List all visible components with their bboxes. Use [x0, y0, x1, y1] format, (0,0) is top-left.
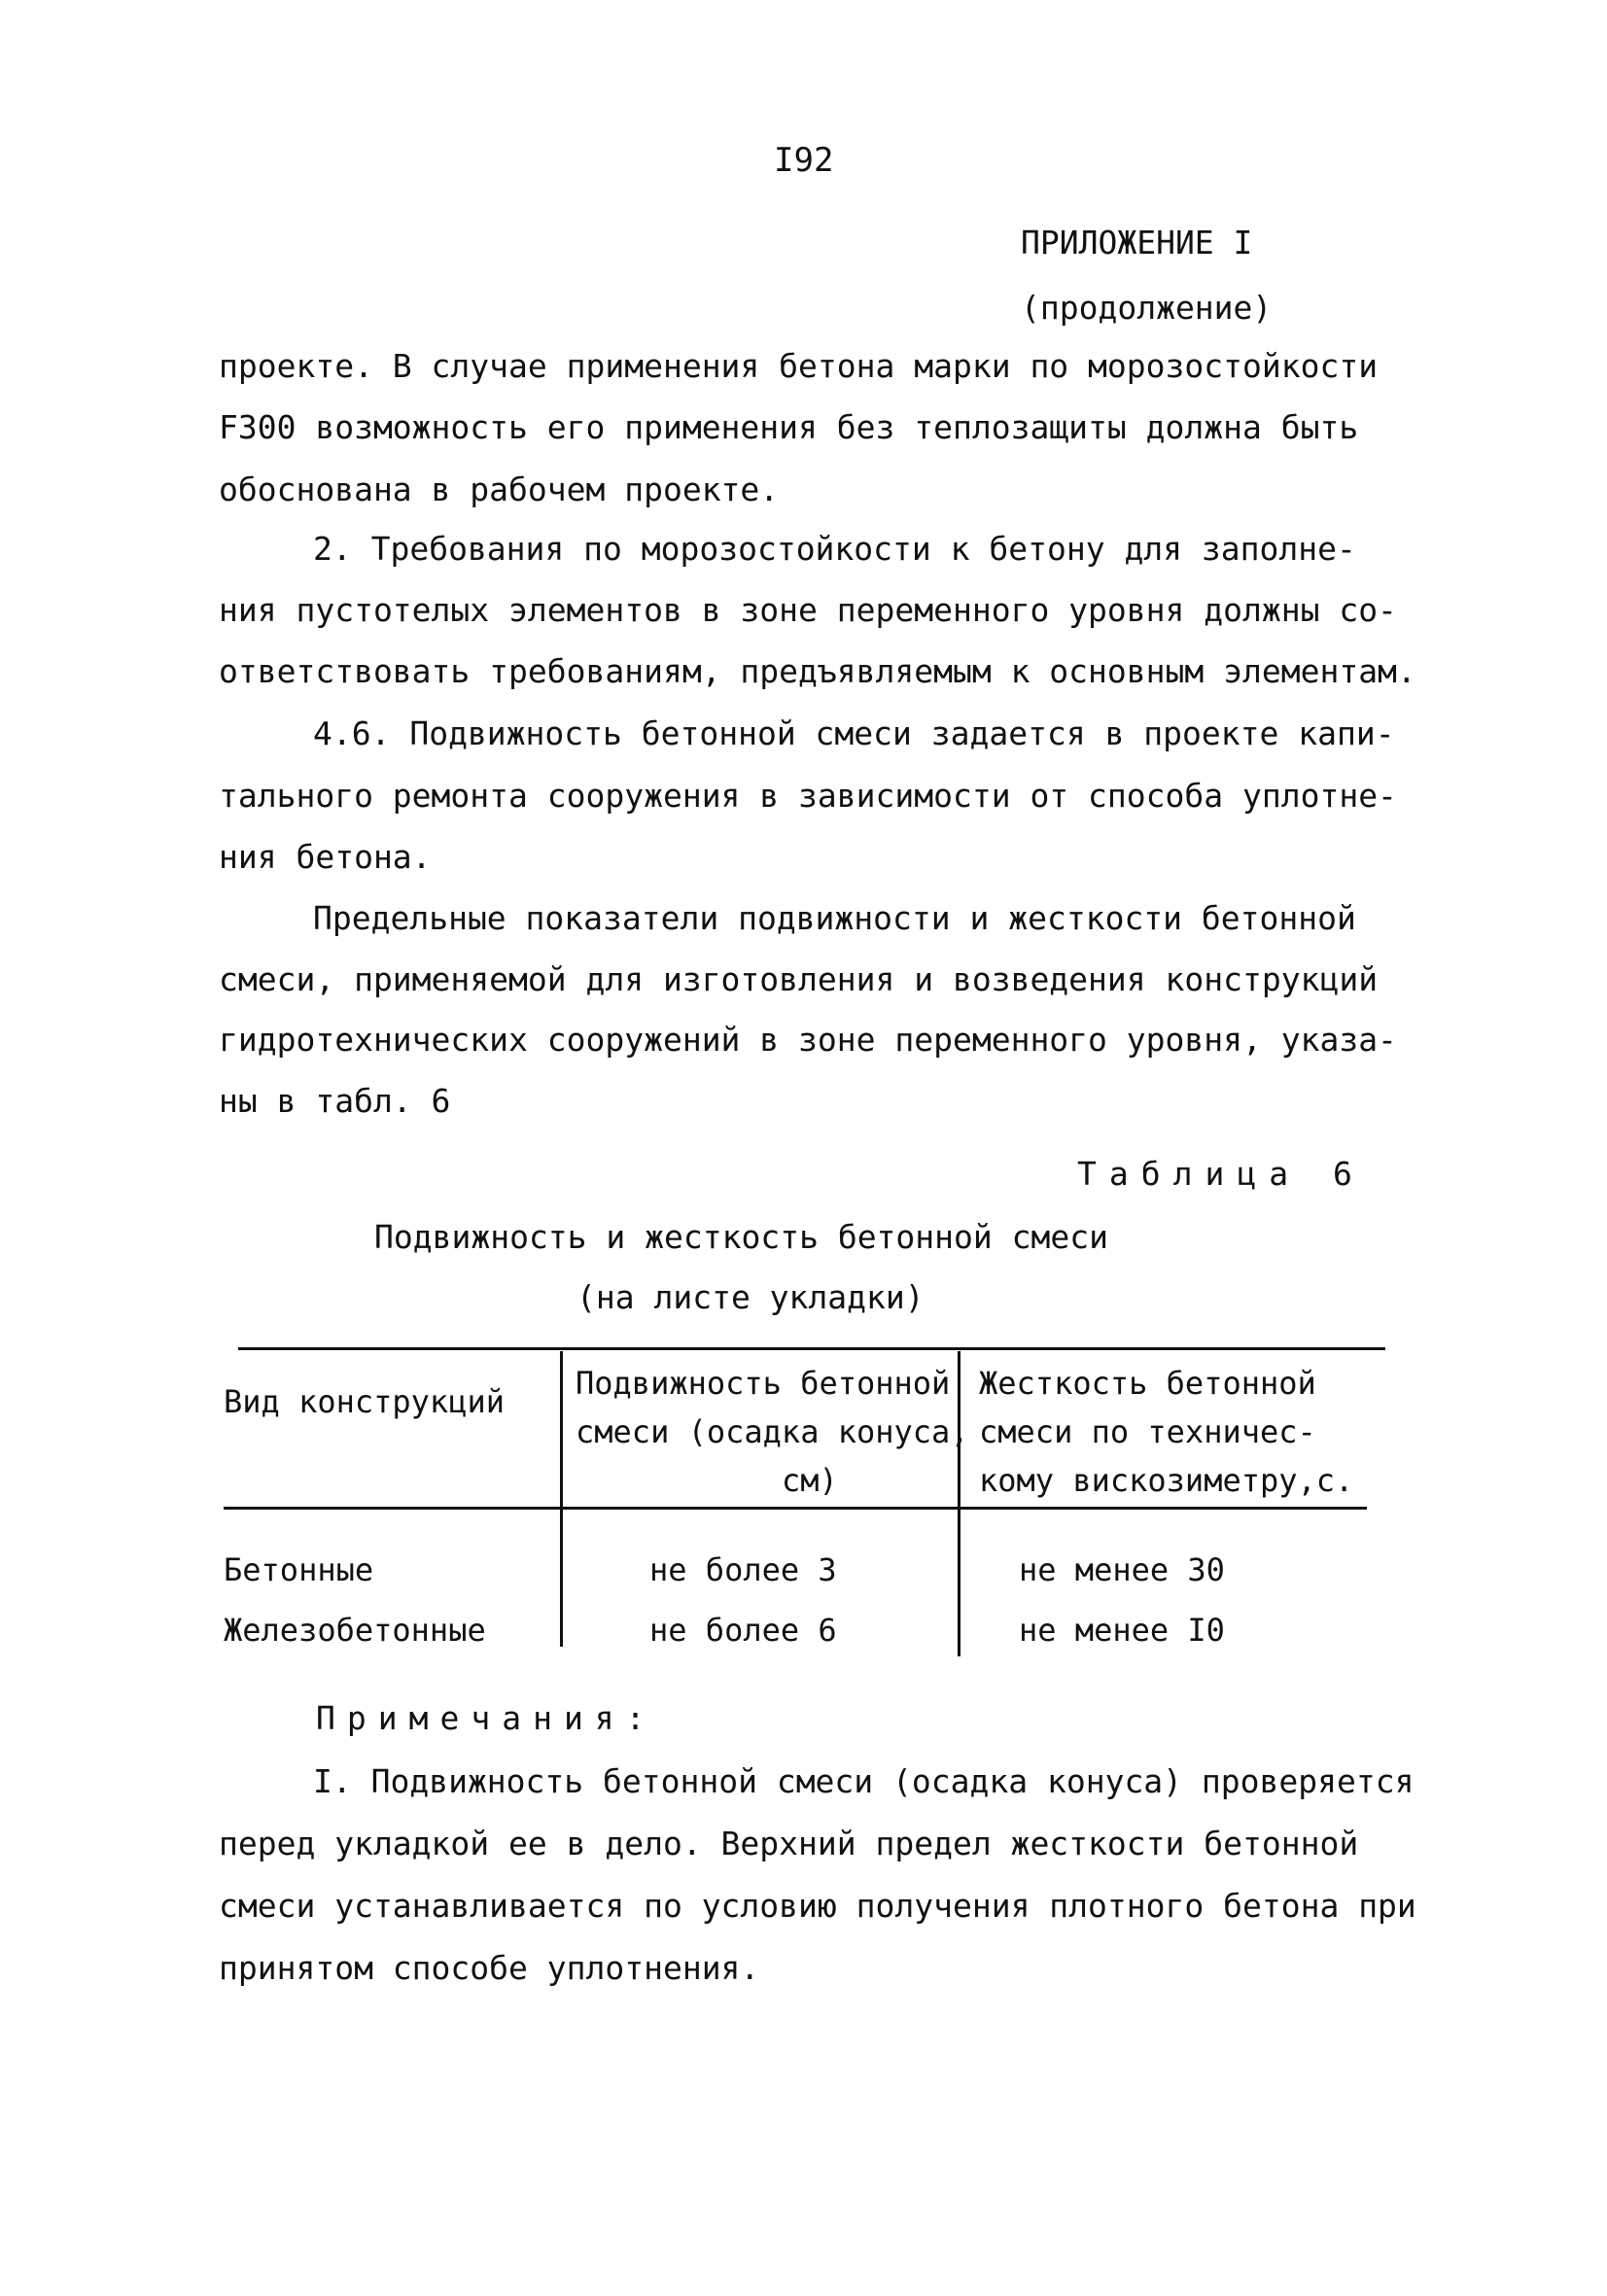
- text-line: смеси, применяемой для изготовления и возведения конструкций: [219, 960, 1379, 998]
- page-number: I92: [774, 141, 834, 180]
- text-line: гидротехнических сооружений в зоне переменного уровня, указа-: [219, 1021, 1397, 1059]
- text-line: F300 возможность его применения без теплозащиты должна быть: [219, 408, 1359, 446]
- column-divider: [560, 1351, 563, 1647]
- header-construction-type: Вид конструкций: [224, 1383, 505, 1420]
- column-divider: [958, 1351, 961, 1656]
- header-line: кому вискозиметру,с.: [979, 1462, 1354, 1499]
- text-line: 4.6. Подвижность бетонной смеси задается в проекте капи-: [313, 714, 1395, 752]
- header-line: Жесткость бетонной: [979, 1365, 1316, 1402]
- table-subtitle: (на листе укладки): [576, 1278, 925, 1316]
- text-line: тального ремонта сооружения в зависимости от способа уплотне-: [219, 777, 1397, 815]
- row-stiffness: не менее I0: [1019, 1612, 1225, 1649]
- note-line: I. Подвижность бетонной смеси (осадка конуса) проверяется: [313, 1762, 1415, 1800]
- note-line: смеси устанавливается по условию получения плотного бетона при: [219, 1887, 1416, 1925]
- row-stiffness: не менее 30: [1019, 1551, 1225, 1588]
- note-line: принятом способе уплотнения.: [219, 1949, 760, 1987]
- row-construction-type: Бетонные: [224, 1551, 374, 1588]
- text-line: ответствовать требованиям, предъявляемым к основным элементам.: [219, 652, 1416, 690]
- table-header-rule: [224, 1507, 1367, 1510]
- text-line: ния пустотелых элементов в зоне переменного уровня должны со-: [219, 591, 1397, 629]
- table-top-rule: [238, 1347, 1385, 1350]
- row-mobility: не более 6: [649, 1612, 837, 1649]
- text-line: 2. Требования по морозостойкости к бетону для заполне-: [313, 530, 1356, 568]
- note-line: перед укладкой ее в дело. Верхний предел жесткости бетонной: [219, 1825, 1359, 1862]
- header-line: см): [782, 1462, 838, 1499]
- header-line: смеси (осадка конуса,: [576, 1413, 969, 1450]
- text-line: Предельные показатели подвижности и жесткости бетонной: [313, 899, 1356, 937]
- table-label: Таблица 6: [1077, 1155, 1365, 1193]
- row-construction-type: Железобетонные: [224, 1612, 486, 1649]
- text-line: ния бетона.: [219, 838, 432, 876]
- text-line: обоснована в рабочем проекте.: [219, 470, 780, 508]
- text-line: ны в табл. 6: [219, 1082, 451, 1120]
- notes-heading: Примечания:: [316, 1699, 657, 1737]
- text-line: проекте. В случае применения бетона марки по морозостойкости: [219, 347, 1379, 385]
- row-mobility: не более 3: [649, 1551, 837, 1588]
- header-line: смеси по техничес-: [979, 1413, 1316, 1450]
- header-line: Подвижность бетонной: [576, 1365, 951, 1402]
- table-title: Подвижность и жесткость бетонной смеси: [374, 1218, 1108, 1256]
- appendix-continuation: (продолжение): [1021, 289, 1273, 327]
- appendix-title: ПРИЛОЖЕНИЕ I: [1021, 224, 1253, 261]
